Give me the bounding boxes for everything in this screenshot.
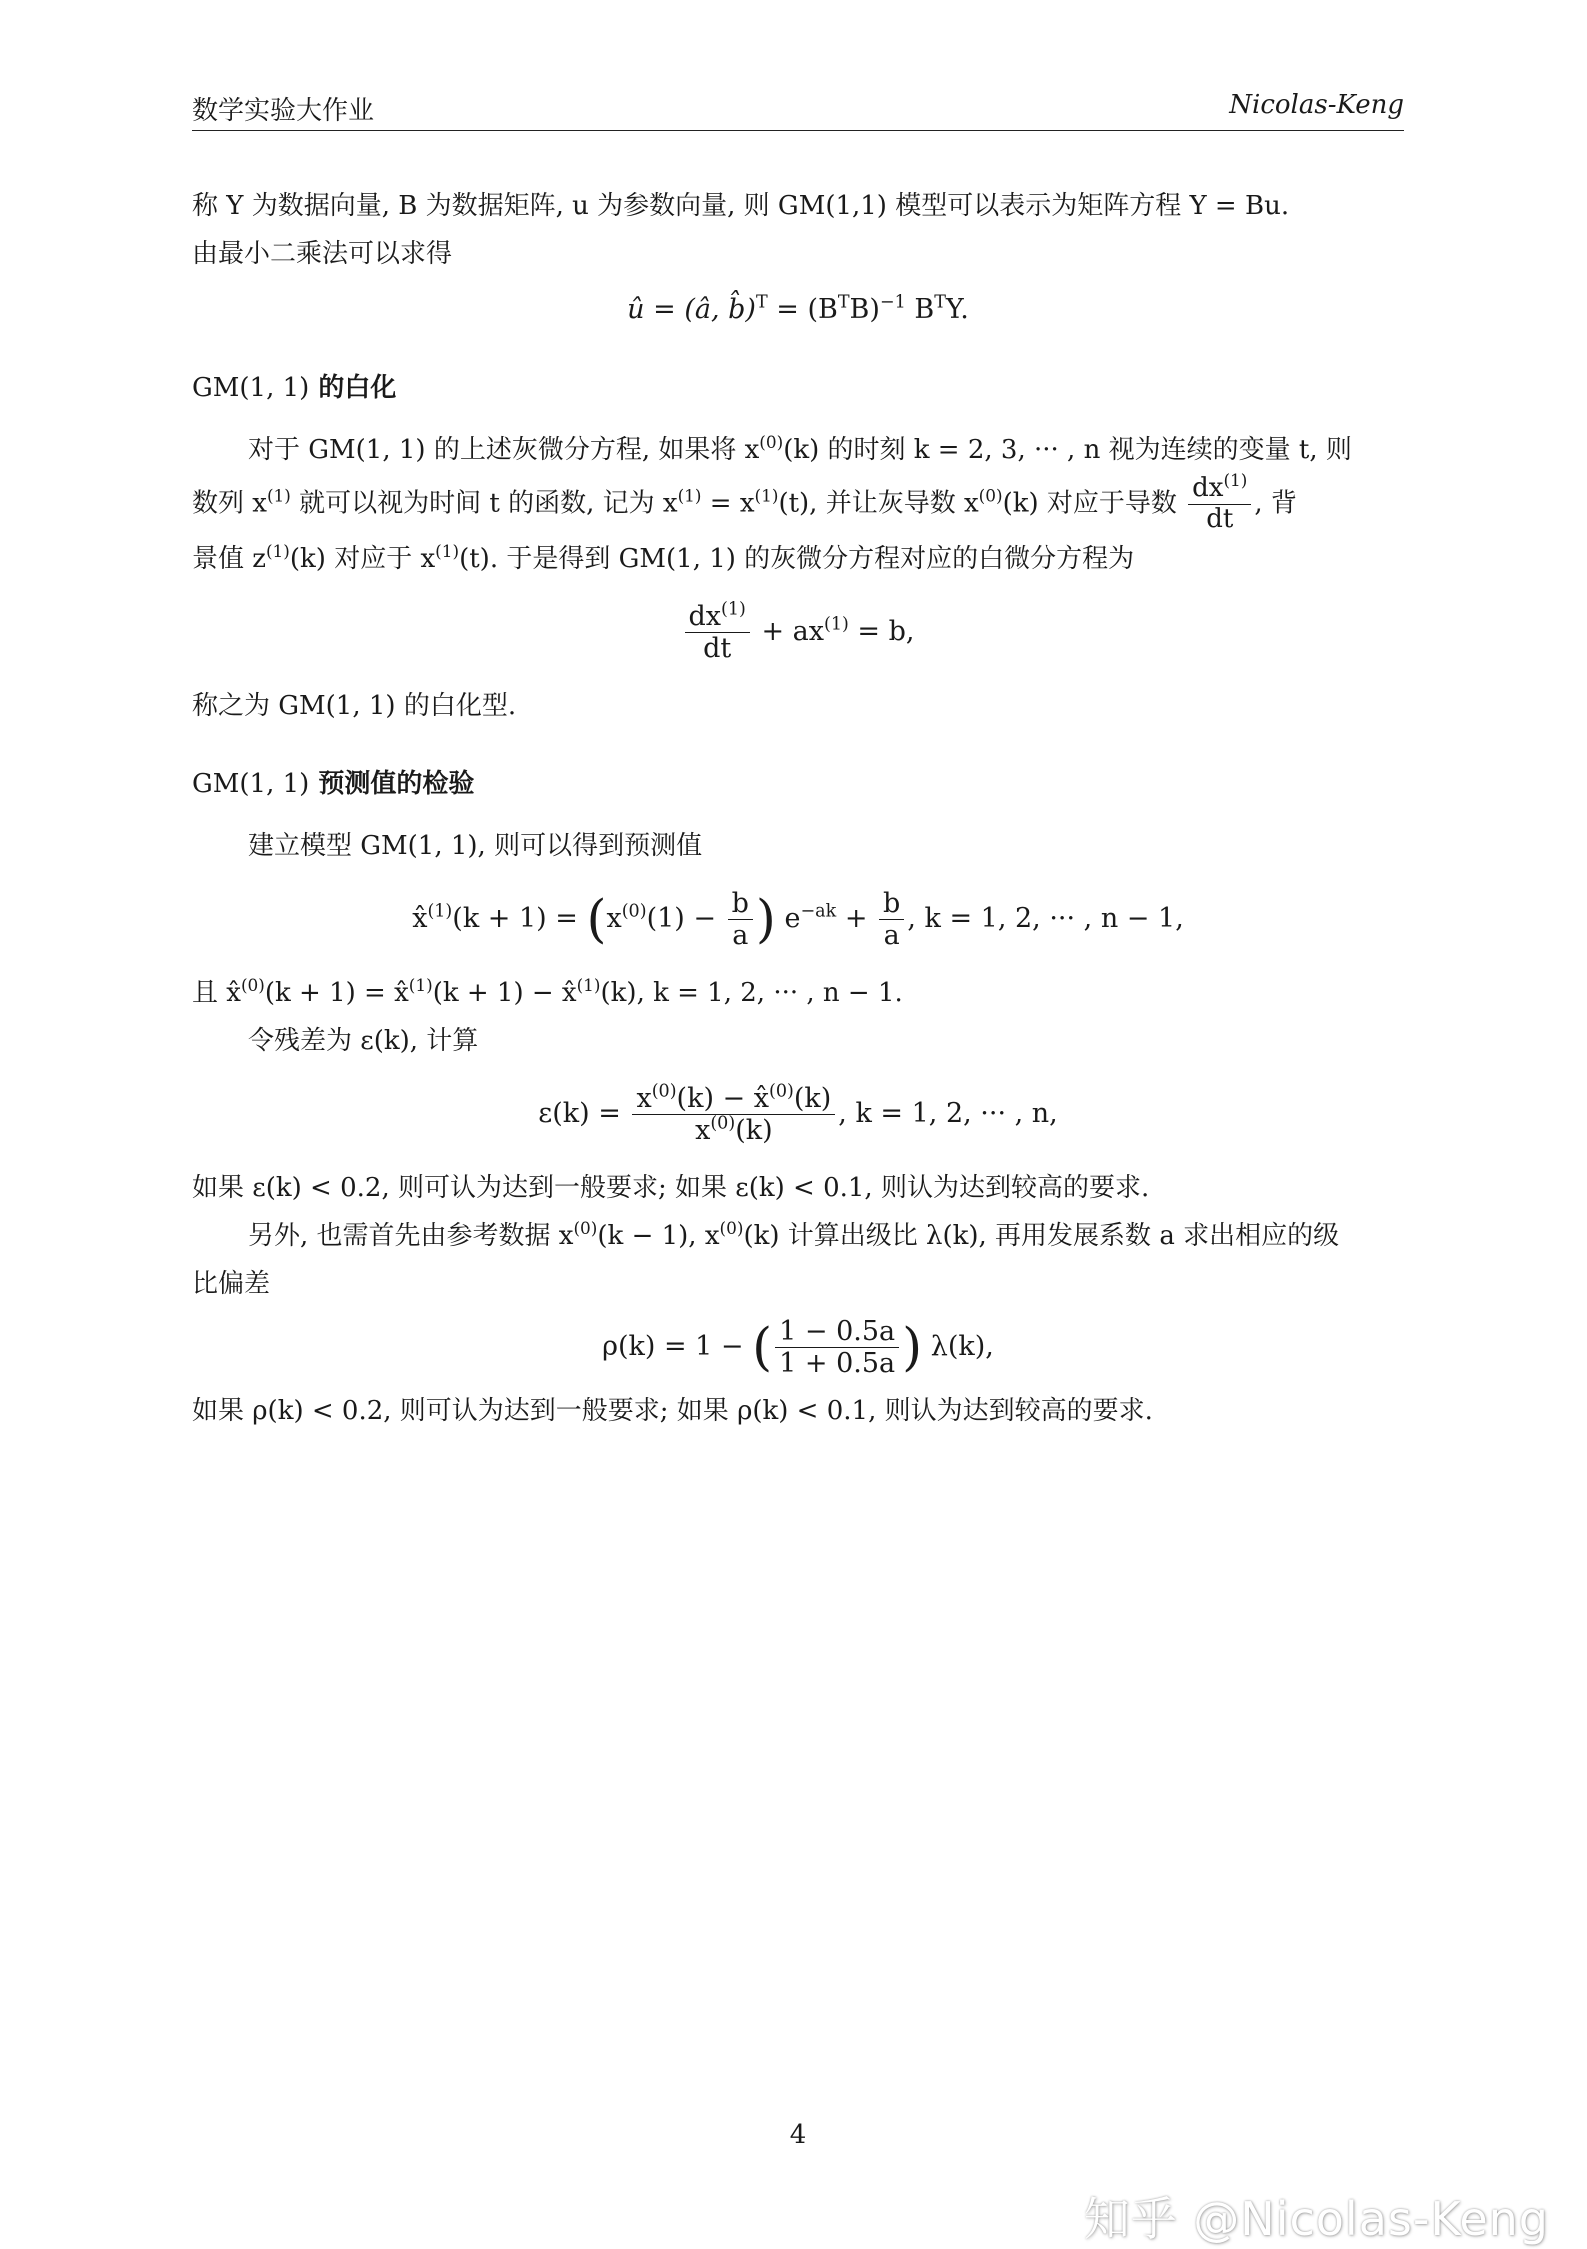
page-body [192,182,1404,1435]
equation-whitening: $\frac{dx^{(1)}}{dt}$ + $ax^{(1)} = b$, [192,601,1404,664]
paragraph-9: 如果 ρ(k) < 0.2, 则可认为达到一般要求; 如果 ρ(k) < 0.1, 则认为达到较高的要求. [192,1396,1153,1427]
equation-prediction: x̂$^{(1)}$(k + $1) = (x^{(0)}(1)$ − $\frac{b}{a}$ ) $e^{-ak}$ + $\frac{b}{a}$ , k = 1, 2, ··· , n − 1, [412,887,1184,951]
section-heading-prediction-check: GM(1, 1) 预测值的检验 [192,768,475,799]
header-author: Nicolas-Keng [1229,90,1404,120]
equation-least-squares: û = (â, b̂)$^T$ = $(B^TB)^{-1}$ $B^TY$. [627,292,969,325]
paragraph-4: 建立模型 GM(1, 1), 则可以得到预测值 [248,830,703,861]
right-paren: ) [902,1317,923,1378]
paragraph-1-line-2: 由最小二乘法可以求得 [192,239,453,269]
right-paren: ) [755,889,776,950]
paragraph-2-line-3: 景值 $z^{(1)}(k)$ 对应于 $x^{(1)}(t)$. 于是得到 GM(1, 1) 的灰微分方程对应的白微分方程为 [192,540,1135,574]
equation-residual: ε(k) = $\frac{x^{(0)}(k) - x̂^{(0)}(k)}{x^{(0)}(k)}$ , k = 1, 2, ··· , n, [538,1081,1058,1147]
paragraph-3: 称之为 GM(1, 1) 的白化型. [192,690,517,721]
paragraph-6: 令残差为 ε(k), 计算 [248,1025,479,1056]
header-title: 数学实验大作业 [192,96,375,126]
left-paren: ( [752,1317,773,1378]
running-header [192,90,1404,131]
watermark: 知乎 @Nicolas-Keng [1083,2192,1549,2246]
paragraph-7: 如果 ε(k) < 0.2, 则可认为达到一般要求; 如果 ε(k) < 0.1, 则认为达到较高的要求. [192,1173,1150,1204]
equation-ratio-deviation: ρ(k) = 1 − ( $\frac{1 - 0.5a}{1 + 0.5a}$ ) λ(k), [602,1316,994,1380]
section-heading-whitening: GM(1, 1) 的白化 [192,373,397,403]
page-number: 4 [789,2120,807,2150]
paragraph-8: 另外, 也需首先由参考数据 $x^{(0)}(k - 1)$, $x^{(0)}(k)$ 计算出级比 λ(k), 再用发展系数 a 求出相应的级 [248,1217,1340,1252]
inline-derivative-fraction: $\frac{dx^{(1)}}{dt}$ [1188,474,1251,535]
left-paren: ( [586,889,607,950]
paragraph-1-line-1: 称 Y 为数据向量, B 为数据矩阵, u 为参数向量, 则 GM(1,1) 模型可以表示为矩阵方程 Y = Bu. [192,191,1290,221]
paragraph-2: 对于 GM(1, 1) 的上述灰微分方程, 如果将 $x^{(0)}(k)$ 的时刻 k = 2, 3, ··· , n 视为连续的变量 t, 则 [248,431,1352,465]
paragraph-8-line-2: 比偏差 [192,1269,271,1300]
paragraph-5: 且 x̂$^{(0)}$(k + 1) = x̂$^{(1)}$(k + 1) − x̂$^{(1)}$(k), k = 1, 2, ··· , n − 1. [192,974,903,1008]
paragraph-2-line-2: 数列 $x^{(1)}$ 就可以视为时间 t 的函数, 记为 $x^{(1)} = x^{(1)}(t)$, 并让灰导数 $x^{(0)}(k)$ 对应于导数 $\frac{dx^{(1)}}{dt}$ , 背 [192,469,1297,534]
page [192,0,1404,2245]
